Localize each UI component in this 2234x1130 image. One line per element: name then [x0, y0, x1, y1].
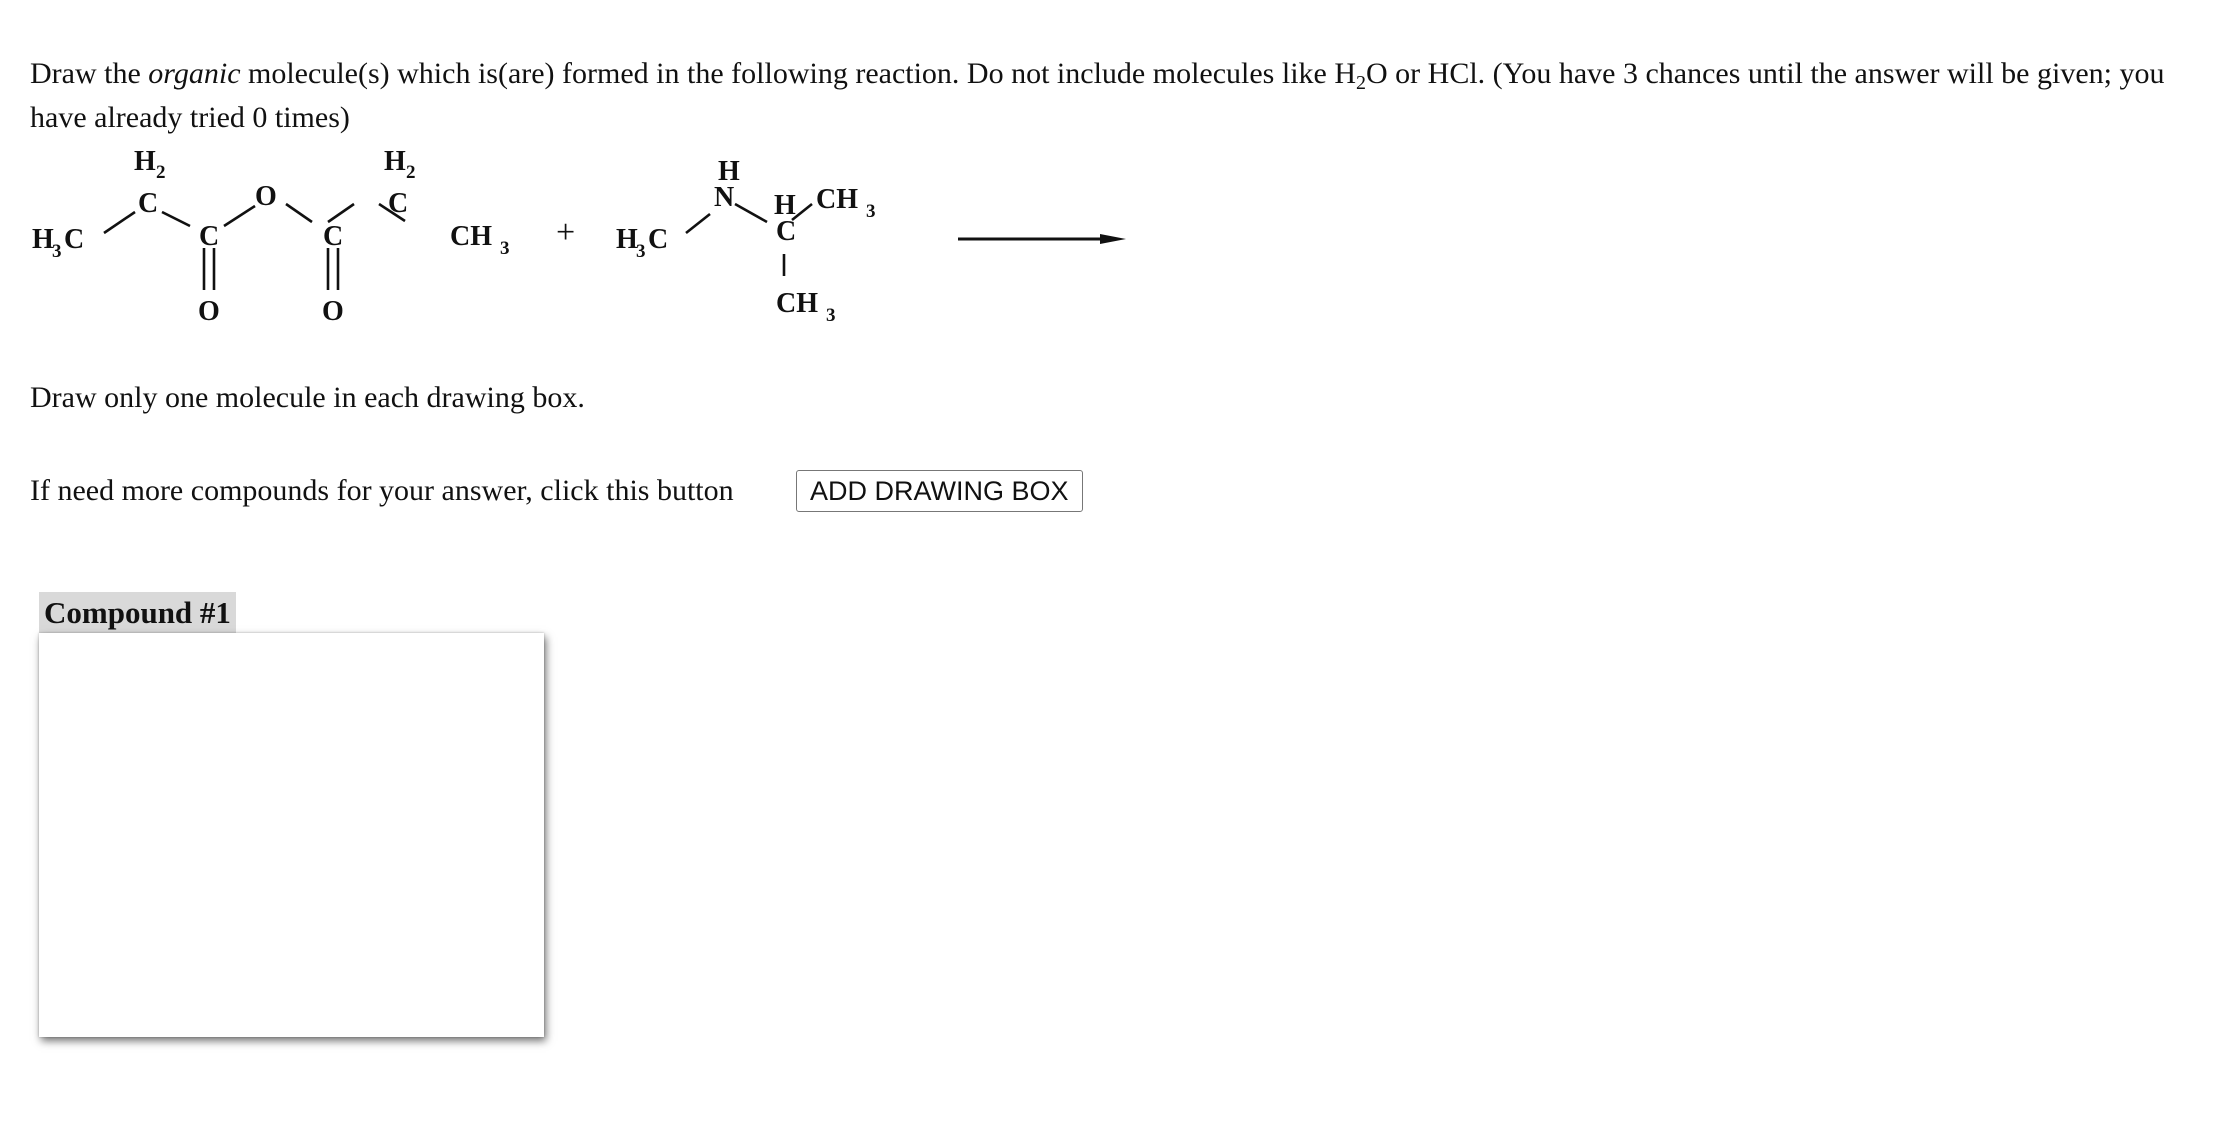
prompt-subscript: 2: [1356, 72, 1367, 94]
amine-nitrogen: N: [714, 182, 735, 213]
reaction-scheme: [0, 140, 1160, 340]
drawing-box[interactable]: [39, 633, 544, 1037]
amine-left-h: H: [616, 224, 638, 255]
anhydride-carbonyl-right-o: O: [322, 296, 344, 327]
amine-bottom-ch3: CH: [776, 288, 818, 319]
amine-ch-h: H: [774, 190, 796, 221]
question-prompt: [30, 52, 2180, 140]
prompt-text: Draw the: [30, 57, 149, 90]
amine-left-c: C: [648, 224, 669, 255]
anhydride-left-h: H: [32, 224, 54, 255]
reactant-anhydride: [32, 146, 510, 327]
amine-left-sub: 3: [636, 241, 646, 262]
anhydride-ch2-right-h: H: [384, 146, 406, 177]
amine-bottom-ch3-sub: 3: [826, 305, 836, 326]
compound-label: Compound #1: [39, 592, 236, 634]
anhydride-left-sub: 3: [52, 241, 62, 262]
anhydride-right-sub: 3: [500, 238, 510, 259]
prompt-emphasis: organic: [148, 57, 241, 90]
anhydride-carbonyl-left-c: C: [199, 221, 220, 252]
amine-top-ch3-sub: 3: [866, 201, 876, 222]
anhydride-ch2-left-sub: 2: [156, 162, 166, 183]
amine-ch-c: C: [776, 216, 797, 247]
prompt-text: O or HCl. (You have 3 chances until the answer will be given; you have already tried 0 times): [30, 57, 2165, 134]
anhydride-carbonyl-right-c: C: [323, 221, 344, 252]
one-molecule-instruction: Draw only one molecule in each drawing box.: [30, 381, 585, 414]
anhydride-left-c: C: [64, 224, 85, 255]
anhydride-ch2-right-sub: 2: [406, 162, 416, 183]
anhydride-ch2-left-h: H: [134, 146, 156, 177]
anhydride-bridge-o: O: [255, 181, 277, 212]
add-drawing-box-button[interactable]: ADD DRAWING BOX: [796, 470, 1083, 512]
amine-top-ch3: CH: [816, 184, 858, 215]
anhydride-ch2-right-c: C: [388, 188, 409, 219]
anhydride-right-ch: CH: [450, 221, 492, 252]
reaction-arrow: [958, 234, 1126, 244]
anhydride-ch2-left-c: C: [138, 188, 159, 219]
plus-sign: +: [556, 214, 576, 251]
prompt-text: molecule(s) which is(are) formed in the following reaction. Do not include molecules like H: [240, 57, 1357, 90]
anhydride-carbonyl-left-o: O: [198, 296, 220, 327]
reactant-amine: [616, 156, 876, 326]
more-compounds-instruction: If need more compounds for your answer, click this button: [30, 474, 734, 507]
amine-nh-h: H: [718, 156, 740, 187]
